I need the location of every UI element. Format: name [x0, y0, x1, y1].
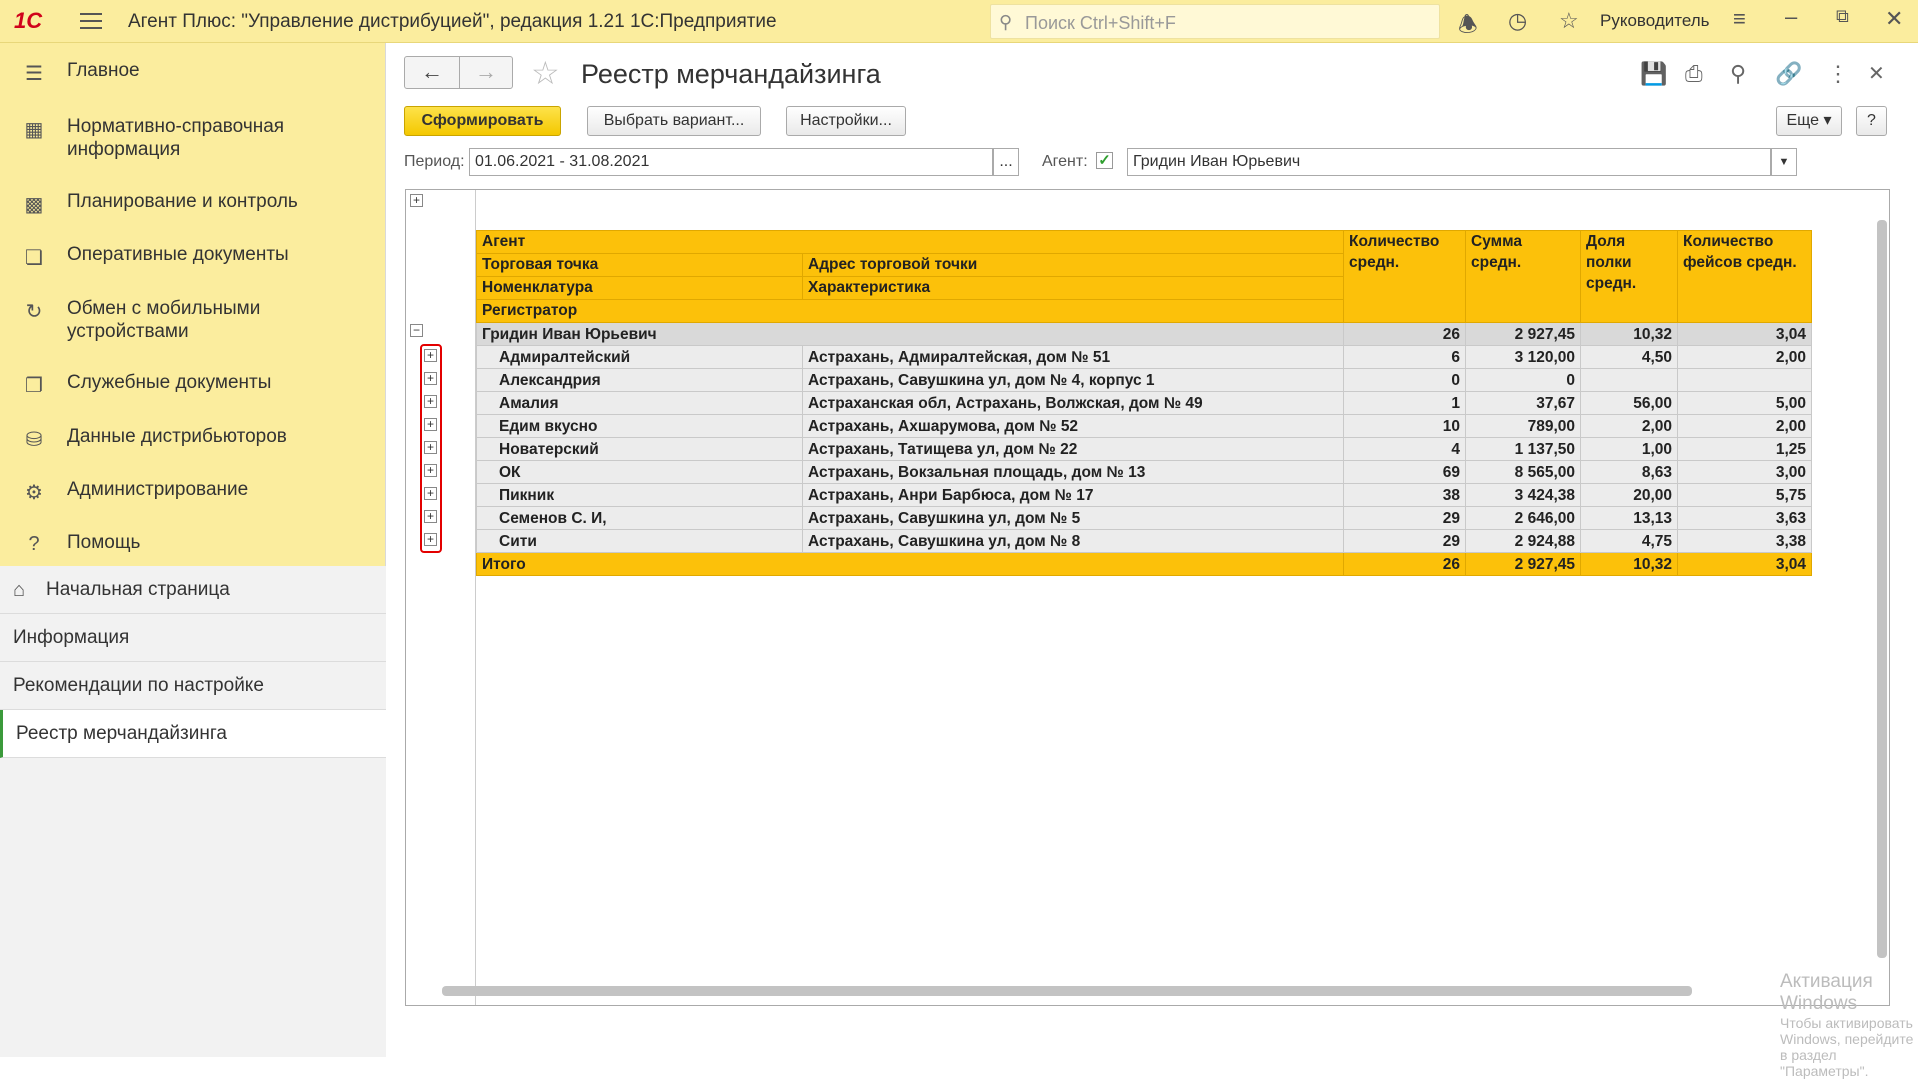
cell-sum: 2 646,00 — [1466, 507, 1581, 530]
more-label: Еще — [1786, 112, 1820, 129]
windows-activation-watermark — [1780, 971, 1918, 1079]
table-row[interactable] — [477, 392, 1812, 415]
sidebar — [0, 43, 386, 1014]
agent-checkbox[interactable]: ✓ — [1096, 152, 1113, 169]
search-placeholder: Поиск Ctrl+Shift+F — [1025, 13, 1176, 33]
cell-outlet: Пикник — [477, 484, 803, 507]
expand-row-icon[interactable]: + — [424, 533, 437, 546]
page-title: Реестр мерчандайзинга — [581, 59, 881, 89]
total-share: 10,32 — [1581, 553, 1678, 576]
cell-qty: 38 — [1344, 484, 1466, 507]
open-window-home[interactable] — [0, 566, 386, 614]
collapse-agent-icon[interactable]: − — [410, 324, 423, 337]
cell-qty: 69 — [1344, 461, 1466, 484]
top-bar — [0, 0, 1918, 43]
cell-faces: 5,75 — [1678, 484, 1812, 507]
forward-button[interactable]: → — [459, 56, 513, 89]
cell-sum: 3 120,00 — [1466, 346, 1581, 369]
cell-qty: 29 — [1344, 507, 1466, 530]
question-icon: ? — [28, 533, 40, 555]
expand-row-icon[interactable]: + — [424, 349, 437, 362]
cell-share — [1581, 369, 1678, 392]
app-logo[interactable]: 1С — [14, 8, 43, 33]
settings-button[interactable]: Настройки... — [786, 106, 906, 136]
main-panel — [387, 43, 1918, 1079]
sidebar-item-label: Оперативные документы — [67, 244, 289, 265]
agent-faces: 3,04 — [1678, 323, 1812, 346]
app-title: Агент Плюс: "Управление дистрибуцией", редакция 1.21 1С:Предприятие — [128, 11, 777, 32]
favorites-star-icon[interactable]: ☆ — [1559, 8, 1579, 33]
cell-sum: 1 137,50 — [1466, 438, 1581, 461]
cell-qty: 6 — [1344, 346, 1466, 369]
cell-faces: 1,25 — [1678, 438, 1812, 461]
sidebar-item-label: Администрирование — [67, 479, 249, 500]
sidebar-item-label: Нормативно-справочная информация — [67, 116, 285, 160]
cell-address: Астрахань, Вокзальная площадь, дом № 13 — [803, 461, 1344, 484]
agent-dropdown-icon[interactable]: ▼ — [1771, 148, 1797, 176]
help-button[interactable]: ? — [1856, 106, 1887, 136]
search-input[interactable] — [990, 4, 1440, 39]
sidebar-item-label: Планирование и контроль — [67, 191, 298, 212]
agent-field[interactable]: Гридин Иван Юрьевич — [1127, 148, 1771, 176]
agent-label: Агент: — [1042, 153, 1088, 170]
cell-address: Астрахань, Анри Барбюса, дом № 17 — [803, 484, 1344, 507]
cell-share: 20,00 — [1581, 484, 1678, 507]
cell-address: Астрахань, Савушкина ул, дом № 5 — [803, 507, 1344, 530]
agent-share: 10,32 — [1581, 323, 1678, 346]
catalog-icon: ▦ — [24, 119, 44, 141]
header-faces: Количество фейсов средн. — [1678, 231, 1812, 323]
cell-address: Астрахань, Адмиралтейская, дом № 51 — [803, 346, 1344, 369]
cell-sum: 37,67 — [1466, 392, 1581, 415]
table-row[interactable] — [477, 461, 1812, 484]
expand-row-icon[interactable]: + — [424, 510, 437, 523]
header-nomenclature: Номенклатура — [477, 277, 803, 300]
cell-outlet: Едим вкусно — [477, 415, 803, 438]
close-icon[interactable]: ✕ — [1868, 63, 1885, 85]
sync-icon: ↻ — [25, 301, 43, 323]
cell-sum: 0 — [1466, 369, 1581, 392]
cell-outlet: Новатерский — [477, 438, 803, 461]
vertical-scrollbar[interactable] — [1877, 220, 1887, 958]
search-icon: ⚲ — [999, 12, 1013, 32]
total-row[interactable] — [477, 553, 1812, 576]
open-windows-panel — [0, 566, 386, 1057]
cell-share: 1,00 — [1581, 438, 1678, 461]
minimize-icon[interactable]: – — [1785, 4, 1798, 29]
generate-button[interactable]: Сформировать — [404, 106, 561, 136]
back-button[interactable]: ← — [404, 56, 460, 89]
highlight-frame — [420, 344, 442, 553]
table-row[interactable] — [477, 530, 1812, 553]
cell-faces: 3,63 — [1678, 507, 1812, 530]
header-address: Адрес торговой точки — [803, 254, 1344, 277]
bar-chart-icon: ▩ — [24, 194, 44, 216]
more-button[interactable]: Еще ▾ — [1776, 106, 1842, 136]
documents-icon: ❏ — [25, 247, 43, 269]
header-row — [477, 231, 1812, 254]
grouping-strip — [406, 190, 476, 1005]
total-label: Итого — [477, 553, 1344, 576]
cell-outlet: Александрия — [477, 369, 803, 392]
header-outlet: Торговая точка — [477, 254, 803, 277]
history-icon[interactable]: ◷ — [1508, 8, 1528, 33]
preview-icon[interactable]: ⚲ — [1730, 61, 1747, 86]
table-row[interactable] — [477, 415, 1812, 438]
cell-faces: 2,00 — [1678, 415, 1812, 438]
watermark-text: Чтобы активировать Windows, перейдите в раздел "Параметры". — [1780, 1015, 1914, 1079]
expand-row-icon[interactable]: + — [424, 464, 437, 477]
open-window-label: Начальная страница — [46, 579, 230, 600]
sidebar-item-label: Помощь — [67, 532, 141, 553]
total-faces: 3,04 — [1678, 553, 1812, 576]
sidebar-item-label: Обмен с мобильными устройствами — [67, 298, 261, 342]
expand-row-icon[interactable]: + — [424, 441, 437, 454]
expand-row-icon[interactable]: + — [424, 372, 437, 385]
expand-row-icon[interactable]: + — [424, 487, 437, 500]
cell-sum: 3 424,38 — [1466, 484, 1581, 507]
table-row[interactable] — [477, 484, 1812, 507]
cell-outlet: Адмиралтейский — [477, 346, 803, 369]
expand-row-icon[interactable]: + — [424, 418, 437, 431]
cell-outlet: Сити — [477, 530, 803, 553]
cell-outlet: Амалия — [477, 392, 803, 415]
cell-qty: 1 — [1344, 392, 1466, 415]
choose-variant-button[interactable]: Выбрать вариант... — [587, 106, 761, 136]
table-row[interactable] — [477, 507, 1812, 530]
expand-row-icon[interactable]: + — [424, 395, 437, 408]
cell-sum: 2 924,88 — [1466, 530, 1581, 553]
save-icon[interactable]: 💾 — [1640, 61, 1668, 86]
cell-address: Астраханская обл, Астрахань, Волжская, дом № 49 — [803, 392, 1344, 415]
cell-address: Астрахань, Савушкина ул, дом № 4, корпус 1 — [803, 369, 1344, 392]
table-row[interactable] — [477, 438, 1812, 461]
gear-icon: ⚙ — [25, 482, 43, 504]
header-share: Доля полки средн. — [1581, 231, 1678, 323]
cell-sum: 789,00 — [1466, 415, 1581, 438]
more-vertical-icon[interactable]: ⋮ — [1827, 61, 1849, 86]
cell-faces: 3,38 — [1678, 530, 1812, 553]
report-table — [476, 230, 1812, 576]
table-row[interactable] — [477, 369, 1812, 392]
cell-share: 2,00 — [1581, 415, 1678, 438]
open-window-info[interactable] — [0, 614, 386, 662]
cell-faces: 3,00 — [1678, 461, 1812, 484]
cell-address: Астрахань, Ахшарумова, дом № 52 — [803, 415, 1344, 438]
period-select-button[interactable]: ... — [993, 148, 1019, 176]
cell-faces: 5,00 — [1678, 392, 1812, 415]
horizontal-scrollbar[interactable] — [442, 986, 1692, 996]
print-icon[interactable]: ⎙ — [1685, 61, 1703, 86]
close-window-icon[interactable]: ✕ — [1885, 6, 1904, 31]
open-window-label: Рекомендации по настройке — [13, 675, 264, 696]
total-qty: 26 — [1344, 553, 1466, 576]
cell-share: 13,13 — [1581, 507, 1678, 530]
cell-qty: 29 — [1344, 530, 1466, 553]
cell-faces: 2,00 — [1678, 346, 1812, 369]
agent-sum: 2 927,45 — [1466, 323, 1581, 346]
header-qty: Количество средн. — [1344, 231, 1466, 323]
agent-qty: 26 — [1344, 323, 1466, 346]
open-window-recommendations[interactable] — [0, 662, 386, 710]
header-registrar: Регистратор — [477, 300, 1344, 323]
settings-menu-icon[interactable]: ≡ — [1733, 6, 1746, 31]
cell-share: 56,00 — [1581, 392, 1678, 415]
cell-faces — [1678, 369, 1812, 392]
expand-all-icon[interactable]: + — [410, 194, 423, 207]
cell-qty: 4 — [1344, 438, 1466, 461]
current-user[interactable]: Руководитель — [1600, 11, 1710, 30]
cell-share: 8,63 — [1581, 461, 1678, 484]
cell-address: Астрахань, Савушкина ул, дом № 8 — [803, 530, 1344, 553]
cell-share: 4,50 — [1581, 346, 1678, 369]
cell-outlet: Семенов С. И, — [477, 507, 803, 530]
menu-lines-icon: ☰ — [25, 63, 43, 85]
cell-share: 4,75 — [1581, 530, 1678, 553]
link-icon[interactable]: 🔗 — [1775, 61, 1803, 86]
home-icon: ⌂ — [13, 579, 26, 601]
service-docs-icon: ❐ — [25, 375, 43, 397]
bell-icon[interactable]: 🕭 — [1458, 12, 1478, 37]
main-menu-icon[interactable] — [80, 8, 102, 32]
favorite-star-icon[interactable]: ☆ — [531, 55, 560, 91]
open-window-label: Реестр мерчандайзинга — [16, 723, 227, 744]
header-sum: Сумма средн. — [1466, 231, 1581, 323]
cell-sum: 8 565,00 — [1466, 461, 1581, 484]
period-label: Период: — [404, 153, 465, 170]
watermark-title: Активация Windows — [1780, 971, 1873, 1014]
agent-group-row[interactable] — [477, 323, 1812, 346]
sidebar-item-label: Данные дистрибьюторов — [67, 426, 287, 447]
period-field[interactable]: 01.06.2021 - 31.08.2021 — [469, 148, 993, 176]
open-window-merch-registry[interactable] — [0, 710, 386, 758]
header-agent: Агент — [477, 231, 1344, 254]
table-row[interactable] — [477, 346, 1812, 369]
header-characteristic: Характеристика — [803, 277, 1344, 300]
agent-name: Гридин Иван Юрьевич — [477, 323, 1344, 346]
report-spreadsheet[interactable] — [405, 189, 1890, 1006]
sidebar-item-label: Главное — [67, 60, 140, 81]
sidebar-item-label: Служебные документы — [67, 372, 272, 393]
distributor-data-icon: ⛁ — [25, 429, 43, 451]
open-window-label: Информация — [13, 627, 130, 648]
restore-icon[interactable]: ⧉ — [1836, 6, 1849, 26]
cell-qty: 0 — [1344, 369, 1466, 392]
cell-address: Астрахань, Татищева ул, дом № 22 — [803, 438, 1344, 461]
total-sum: 2 927,45 — [1466, 553, 1581, 576]
cell-outlet: ОК — [477, 461, 803, 484]
cell-qty: 10 — [1344, 415, 1466, 438]
